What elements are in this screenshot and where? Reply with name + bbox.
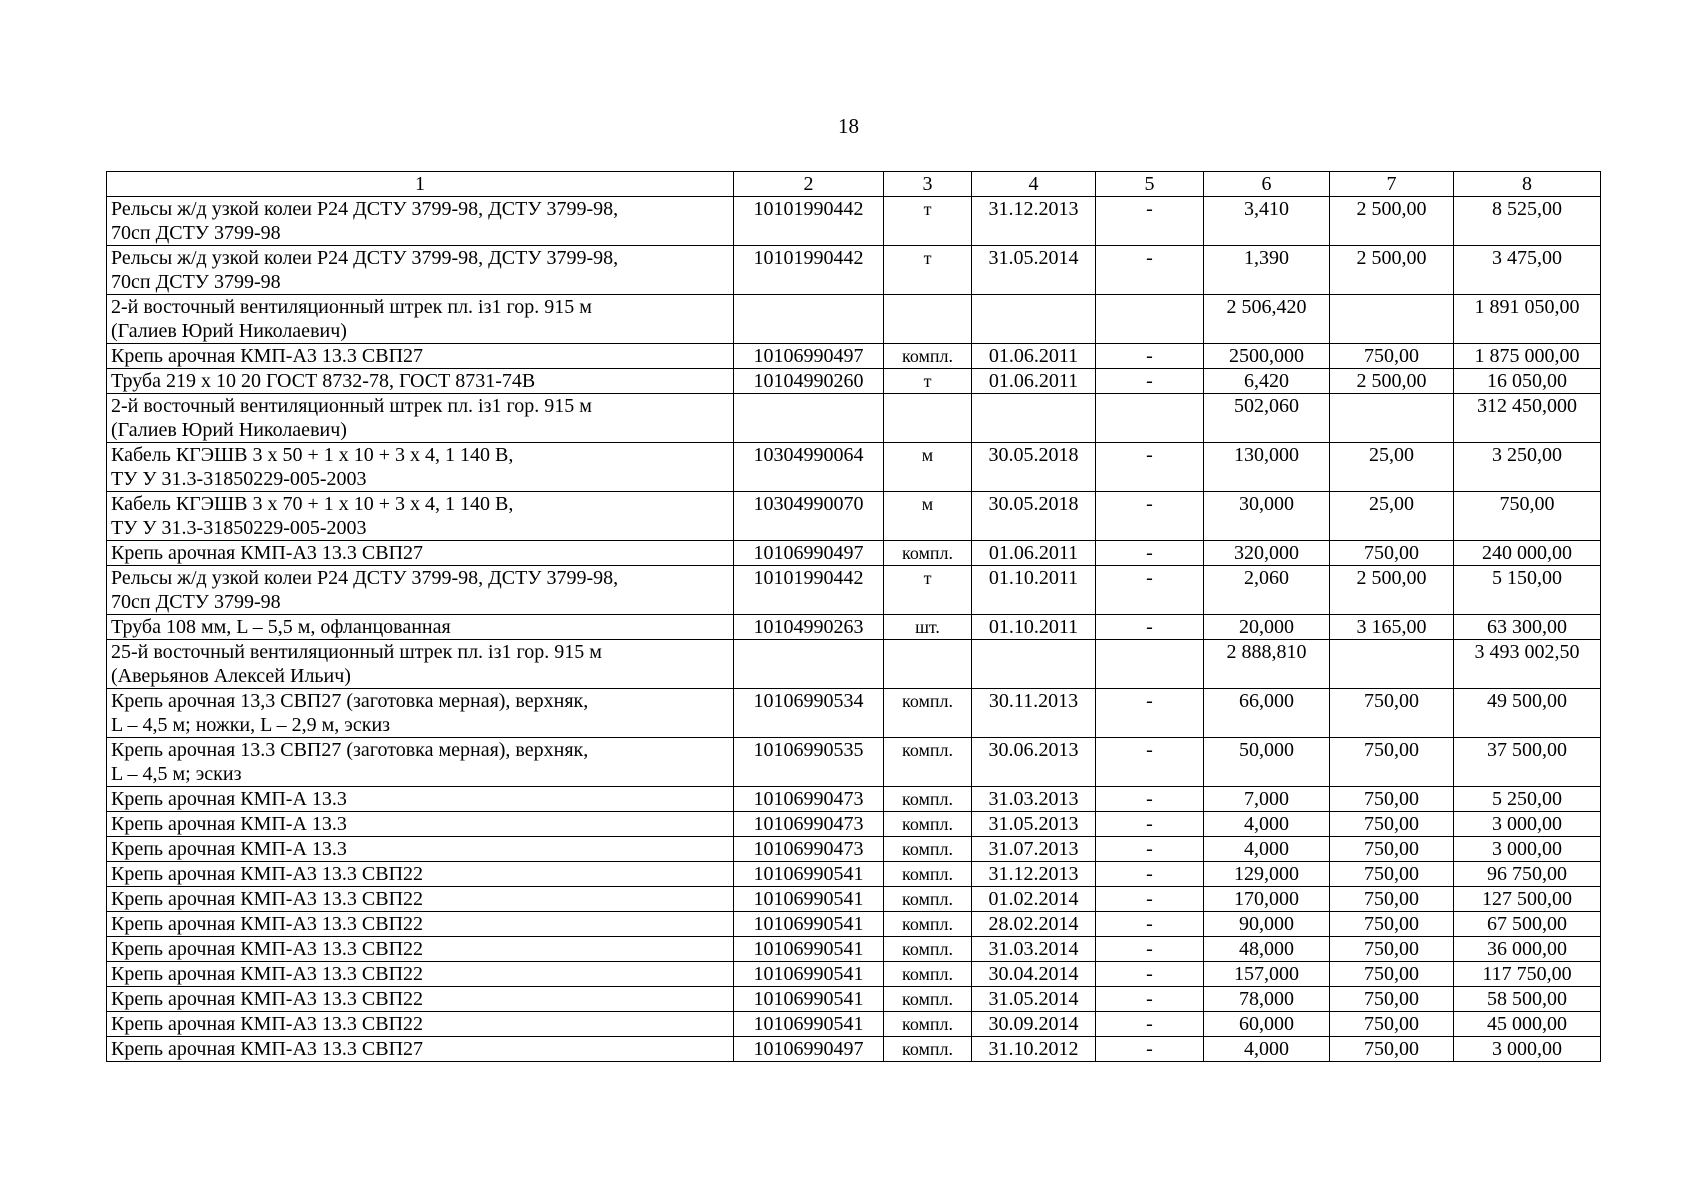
item-name-line: (Галиев Юрий Николаевич) <box>111 320 347 342</box>
item-name-cell <box>107 837 734 862</box>
unit-cell: компл. <box>884 689 972 738</box>
item-name-line: L – 4,5 м; эскиз <box>111 763 242 785</box>
price-cell: 750,00 <box>1330 689 1454 738</box>
table-row <box>107 566 1601 615</box>
column-5-cell: - <box>1096 1012 1204 1037</box>
header-cell: 3 <box>884 172 972 197</box>
table-row <box>107 1012 1601 1037</box>
item-name-cell <box>107 962 734 987</box>
column-5-cell: - <box>1096 615 1204 640</box>
column-5-cell: - <box>1096 987 1204 1012</box>
unit-cell: компл. <box>884 1012 972 1037</box>
item-name-cell <box>107 1037 734 1062</box>
date-cell: 30.09.2014 <box>972 1012 1096 1037</box>
date-cell: 30.05.2018 <box>972 492 1096 541</box>
date-cell: 01.02.2014 <box>972 887 1096 912</box>
item-name-line: 70сп ДСТУ 3799-98 <box>111 222 281 244</box>
price-cell: 750,00 <box>1330 541 1454 566</box>
quantity-cell: 30,000 <box>1204 492 1330 541</box>
item-name-line: Крепь арочная КМП-А3 13.3 СВП22 <box>111 988 424 1010</box>
column-5-cell: - <box>1096 812 1204 837</box>
item-name-cell <box>107 295 734 344</box>
item-name-cell <box>107 640 734 689</box>
column-5-cell <box>1096 295 1204 344</box>
item-name-line: Крепь арочная 13,3 СВП27 (заготовка мерная), верхняк, <box>111 690 589 712</box>
price-cell: 25,00 <box>1330 443 1454 492</box>
sum-cell: 117 750,00 <box>1454 962 1601 987</box>
item-name-cell <box>107 615 734 640</box>
item-code-cell <box>734 394 884 443</box>
price-cell: 750,00 <box>1330 738 1454 787</box>
item-code-cell: 10106990535 <box>734 738 884 787</box>
table-row <box>107 962 1601 987</box>
column-5-cell: - <box>1096 1037 1204 1062</box>
quantity-cell: 157,000 <box>1204 962 1330 987</box>
item-name-line: Крепь арочная КМП-А3 13.3 СВП22 <box>111 963 424 985</box>
column-5-cell: - <box>1096 689 1204 738</box>
quantity-cell: 2,060 <box>1204 566 1330 615</box>
column-5-cell: - <box>1096 738 1204 787</box>
item-name-line: (Галиев Юрий Николаевич) <box>111 419 347 441</box>
item-code-cell: 10106990541 <box>734 912 884 937</box>
table-row <box>107 344 1601 369</box>
sum-cell: 45 000,00 <box>1454 1012 1601 1037</box>
item-code-cell <box>734 640 884 689</box>
unit-cell: т <box>884 566 972 615</box>
item-name-cell <box>107 1012 734 1037</box>
price-cell: 2 500,00 <box>1330 566 1454 615</box>
quantity-cell: 2 506,420 <box>1204 295 1330 344</box>
sum-cell: 127 500,00 <box>1454 887 1601 912</box>
date-cell: 31.03.2014 <box>972 937 1096 962</box>
date-cell: 01.10.2011 <box>972 566 1096 615</box>
item-code-cell: 10104990260 <box>734 369 884 394</box>
quantity-cell: 170,000 <box>1204 887 1330 912</box>
item-name-line: 2-й восточный вентиляционный штрек пл. із1 гор. 915 м <box>111 395 592 417</box>
price-cell: 750,00 <box>1330 937 1454 962</box>
item-name-cell <box>107 344 734 369</box>
item-code-cell: 10106990473 <box>734 787 884 812</box>
unit-cell: компл. <box>884 1037 972 1062</box>
date-cell: 31.03.2013 <box>972 787 1096 812</box>
date-cell <box>972 394 1096 443</box>
item-code-cell: 10106990473 <box>734 812 884 837</box>
table-body <box>107 197 1601 1062</box>
header-cell: 6 <box>1204 172 1330 197</box>
table-row <box>107 443 1601 492</box>
item-name-line: Крепь арочная КМП-А3 13.3 СВП22 <box>111 863 424 885</box>
sum-cell: 240 000,00 <box>1454 541 1601 566</box>
quantity-cell: 60,000 <box>1204 1012 1330 1037</box>
quantity-cell: 90,000 <box>1204 912 1330 937</box>
quantity-cell: 4,000 <box>1204 837 1330 862</box>
price-cell <box>1330 394 1454 443</box>
item-code-cell: 10106990541 <box>734 937 884 962</box>
quantity-cell: 1,390 <box>1204 246 1330 295</box>
quantity-cell: 2500,000 <box>1204 344 1330 369</box>
date-cell: 31.12.2013 <box>972 862 1096 887</box>
unit-cell: т <box>884 246 972 295</box>
table-row <box>107 615 1601 640</box>
page-number: 18 <box>838 114 859 138</box>
unit-cell: компл. <box>884 862 972 887</box>
unit-cell: компл. <box>884 541 972 566</box>
item-name-line: Труба 108 мм, L – 5,5 м, офланцованная <box>111 616 451 638</box>
item-name-cell <box>107 812 734 837</box>
date-cell: 31.05.2014 <box>972 246 1096 295</box>
sum-cell: 3 000,00 <box>1454 1037 1601 1062</box>
table-row <box>107 912 1601 937</box>
date-cell: 31.05.2014 <box>972 987 1096 1012</box>
item-code-cell: 10104990263 <box>734 615 884 640</box>
table-row <box>107 812 1601 837</box>
column-5-cell: - <box>1096 369 1204 394</box>
sum-cell: 37 500,00 <box>1454 738 1601 787</box>
quantity-cell: 66,000 <box>1204 689 1330 738</box>
table-row <box>107 787 1601 812</box>
header-cell: 1 <box>107 172 734 197</box>
item-code-cell: 10106990541 <box>734 1012 884 1037</box>
item-code-cell: 10101990442 <box>734 566 884 615</box>
item-name-cell <box>107 738 734 787</box>
date-cell: 30.06.2013 <box>972 738 1096 787</box>
item-name-line: (Аверьянов Алексей Ильич) <box>111 665 351 687</box>
column-5-cell: - <box>1096 912 1204 937</box>
sum-cell: 3 000,00 <box>1454 837 1601 862</box>
quantity-cell: 320,000 <box>1204 541 1330 566</box>
item-name-cell <box>107 787 734 812</box>
sum-cell: 750,00 <box>1454 492 1601 541</box>
column-5-cell <box>1096 640 1204 689</box>
item-code-cell: 10106990497 <box>734 1037 884 1062</box>
item-name-line: Крепь арочная КМП-А 13.3 <box>111 838 347 860</box>
item-name-cell <box>107 887 734 912</box>
item-name-line: Крепь арочная КМП-А3 13.3 СВП27 <box>111 1038 424 1060</box>
item-code-cell: 10106990497 <box>734 541 884 566</box>
unit-cell <box>884 295 972 344</box>
price-cell: 750,00 <box>1330 344 1454 369</box>
quantity-cell: 48,000 <box>1204 937 1330 962</box>
table-row <box>107 862 1601 887</box>
column-5-cell: - <box>1096 937 1204 962</box>
quantity-cell: 78,000 <box>1204 987 1330 1012</box>
item-name-cell <box>107 937 734 962</box>
quantity-cell: 50,000 <box>1204 738 1330 787</box>
date-cell: 31.05.2013 <box>972 812 1096 837</box>
price-cell: 750,00 <box>1330 812 1454 837</box>
sum-cell: 96 750,00 <box>1454 862 1601 887</box>
header-row <box>107 172 1601 197</box>
item-name-cell <box>107 862 734 887</box>
unit-cell: шт. <box>884 615 972 640</box>
sum-cell: 5 150,00 <box>1454 566 1601 615</box>
date-cell <box>972 295 1096 344</box>
date-cell: 31.12.2013 <box>972 197 1096 246</box>
column-5-cell: - <box>1096 492 1204 541</box>
column-5-cell: - <box>1096 197 1204 246</box>
price-cell: 750,00 <box>1330 837 1454 862</box>
date-cell: 01.10.2011 <box>972 615 1096 640</box>
quantity-cell: 4,000 <box>1204 1037 1330 1062</box>
item-code-cell: 10106990541 <box>734 862 884 887</box>
price-cell: 3 165,00 <box>1330 615 1454 640</box>
price-cell <box>1330 640 1454 689</box>
quantity-cell: 4,000 <box>1204 812 1330 837</box>
date-cell: 01.06.2011 <box>972 369 1096 394</box>
sum-cell: 49 500,00 <box>1454 689 1601 738</box>
item-name-cell <box>107 541 734 566</box>
quantity-cell: 130,000 <box>1204 443 1330 492</box>
date-cell: 31.07.2013 <box>972 837 1096 862</box>
price-cell: 2 500,00 <box>1330 246 1454 295</box>
column-5-cell: - <box>1096 862 1204 887</box>
column-5-cell: - <box>1096 787 1204 812</box>
date-cell: 01.06.2011 <box>972 344 1096 369</box>
date-cell: 30.11.2013 <box>972 689 1096 738</box>
item-name-line: Рельсы ж/д узкой колеи Р24 ДСТУ 3799-98, ДСТУ 3799-98, <box>111 198 619 220</box>
item-code-cell: 10106990497 <box>734 344 884 369</box>
unit-cell: м <box>884 492 972 541</box>
unit-cell: компл. <box>884 887 972 912</box>
table-row <box>107 541 1601 566</box>
sum-cell: 3 000,00 <box>1454 812 1601 837</box>
item-code-cell: 10106990541 <box>734 962 884 987</box>
column-5-cell: - <box>1096 566 1204 615</box>
price-cell: 750,00 <box>1330 1012 1454 1037</box>
item-code-cell: 10106990541 <box>734 887 884 912</box>
item-name-line: 25-й восточный вентиляционный штрек пл. із1 гор. 915 м <box>111 641 602 663</box>
unit-cell: компл. <box>884 344 972 369</box>
table-row <box>107 837 1601 862</box>
price-cell: 750,00 <box>1330 887 1454 912</box>
column-5-cell: - <box>1096 246 1204 295</box>
price-cell: 2 500,00 <box>1330 369 1454 394</box>
price-cell: 750,00 <box>1330 912 1454 937</box>
item-name-line: L – 4,5 м; ножки, L – 2,9 м, эскиз <box>111 714 391 736</box>
item-name-line: Труба 219 х 10 20 ГОСТ 8732-78, ГОСТ 8731-74В <box>111 370 536 392</box>
table-row <box>107 197 1601 246</box>
column-5-cell: - <box>1096 344 1204 369</box>
item-code-cell <box>734 295 884 344</box>
sum-cell: 1 891 050,00 <box>1454 295 1601 344</box>
unit-cell: компл. <box>884 937 972 962</box>
item-name-line: Крепь арочная КМП-А3 13.3 СВП27 <box>111 542 424 564</box>
item-name-cell <box>107 197 734 246</box>
item-name-line: Крепь арочная КМП-А 13.3 <box>111 788 347 810</box>
item-name-cell <box>107 492 734 541</box>
quantity-cell: 7,000 <box>1204 787 1330 812</box>
sum-cell: 3 250,00 <box>1454 443 1601 492</box>
unit-cell: компл. <box>884 812 972 837</box>
item-name-cell <box>107 566 734 615</box>
header-cell: 7 <box>1330 172 1454 197</box>
price-cell: 750,00 <box>1330 987 1454 1012</box>
item-name-line: 70сп ДСТУ 3799-98 <box>111 271 281 293</box>
item-name-cell <box>107 443 734 492</box>
table-row <box>107 394 1601 443</box>
table-row <box>107 689 1601 738</box>
table-row <box>107 246 1601 295</box>
column-5-cell: - <box>1096 887 1204 912</box>
quantity-cell: 502,060 <box>1204 394 1330 443</box>
item-name-line: Крепь арочная КМП-А3 13.3 СВП22 <box>111 1013 424 1035</box>
item-name-line: ТУ У 31.3-31850229-005-2003 <box>111 517 367 539</box>
quantity-cell: 6,420 <box>1204 369 1330 394</box>
column-5-cell: - <box>1096 443 1204 492</box>
price-cell: 25,00 <box>1330 492 1454 541</box>
unit-cell: м <box>884 443 972 492</box>
header-cell: 2 <box>734 172 884 197</box>
price-cell: 750,00 <box>1330 962 1454 987</box>
date-cell: 31.10.2012 <box>972 1037 1096 1062</box>
sum-cell: 3 475,00 <box>1454 246 1601 295</box>
table-row <box>107 887 1601 912</box>
table-row <box>107 295 1601 344</box>
table-row <box>107 369 1601 394</box>
item-name-cell <box>107 246 734 295</box>
sum-cell: 1 875 000,00 <box>1454 344 1601 369</box>
item-code-cell: 10106990473 <box>734 837 884 862</box>
item-name-cell <box>107 394 734 443</box>
table-row <box>107 492 1601 541</box>
data-table <box>106 171 1601 1062</box>
sum-cell: 312 450,000 <box>1454 394 1601 443</box>
header-cell: 5 <box>1096 172 1204 197</box>
item-code-cell: 10106990541 <box>734 987 884 1012</box>
item-name-line: Кабель КГЭШВ 3 х 70 + 1 х 10 + 3 х 4, 1 140 В, <box>111 493 514 515</box>
date-cell <box>972 640 1096 689</box>
price-cell: 2 500,00 <box>1330 197 1454 246</box>
sum-cell: 67 500,00 <box>1454 912 1601 937</box>
item-name-line: ТУ У 31.3-31850229-005-2003 <box>111 468 367 490</box>
header-cell: 8 <box>1454 172 1601 197</box>
item-name-line: 2-й восточный вентиляционный штрек пл. із1 гор. 915 м <box>111 296 592 318</box>
sum-cell: 58 500,00 <box>1454 987 1601 1012</box>
sum-cell: 16 050,00 <box>1454 369 1601 394</box>
unit-cell: компл. <box>884 912 972 937</box>
price-cell <box>1330 295 1454 344</box>
quantity-cell: 20,000 <box>1204 615 1330 640</box>
unit-cell: компл. <box>884 738 972 787</box>
price-cell: 750,00 <box>1330 787 1454 812</box>
sum-cell: 36 000,00 <box>1454 937 1601 962</box>
column-5-cell: - <box>1096 837 1204 862</box>
item-name-cell <box>107 912 734 937</box>
date-cell: 01.06.2011 <box>972 541 1096 566</box>
item-code-cell: 10304990064 <box>734 443 884 492</box>
unit-cell: компл. <box>884 987 972 1012</box>
item-name-line: Крепь арочная КМП-А3 13.3 СВП22 <box>111 938 424 960</box>
sum-cell: 3 493 002,50 <box>1454 640 1601 689</box>
item-name-line: Крепь арочная КМП-А 13.3 <box>111 813 347 835</box>
unit-cell <box>884 394 972 443</box>
unit-cell: компл. <box>884 962 972 987</box>
table-row <box>107 738 1601 787</box>
item-name-line: Рельсы ж/д узкой колеи Р24 ДСТУ 3799-98, ДСТУ 3799-98, <box>111 567 619 589</box>
item-name-cell <box>107 987 734 1012</box>
column-5-cell: - <box>1096 541 1204 566</box>
item-name-cell <box>107 689 734 738</box>
unit-cell: компл. <box>884 787 972 812</box>
sum-cell: 5 250,00 <box>1454 787 1601 812</box>
item-name-line: 70сп ДСТУ 3799-98 <box>111 591 281 613</box>
sum-cell: 63 300,00 <box>1454 615 1601 640</box>
item-name-line: Крепь арочная 13.3 СВП27 (заготовка мерная), верхняк, <box>111 739 589 761</box>
quantity-cell: 2 888,810 <box>1204 640 1330 689</box>
item-name-line: Крепь арочная КМП-А3 13.3 СВП22 <box>111 888 424 910</box>
date-cell: 30.04.2014 <box>972 962 1096 987</box>
column-5-cell <box>1096 394 1204 443</box>
date-cell: 30.05.2018 <box>972 443 1096 492</box>
unit-cell: т <box>884 197 972 246</box>
sum-cell: 8 525,00 <box>1454 197 1601 246</box>
item-name-cell <box>107 369 734 394</box>
item-code-cell: 10101990442 <box>734 246 884 295</box>
item-name-line: Рельсы ж/д узкой колеи Р24 ДСТУ 3799-98, ДСТУ 3799-98, <box>111 247 619 269</box>
column-5-cell: - <box>1096 962 1204 987</box>
unit-cell <box>884 640 972 689</box>
item-name-line: Крепь арочная КМП-А3 13.3 СВП27 <box>111 345 424 367</box>
item-code-cell: 10304990070 <box>734 492 884 541</box>
unit-cell: т <box>884 369 972 394</box>
item-name-line: Крепь арочная КМП-А3 13.3 СВП22 <box>111 913 424 935</box>
header-cell: 4 <box>972 172 1096 197</box>
quantity-cell: 129,000 <box>1204 862 1330 887</box>
table-row <box>107 987 1601 1012</box>
item-code-cell: 10106990534 <box>734 689 884 738</box>
table-row <box>107 937 1601 962</box>
date-cell: 28.02.2014 <box>972 912 1096 937</box>
unit-cell: компл. <box>884 837 972 862</box>
price-cell: 750,00 <box>1330 1037 1454 1062</box>
quantity-cell: 3,410 <box>1204 197 1330 246</box>
table-row <box>107 640 1601 689</box>
price-cell: 750,00 <box>1330 862 1454 887</box>
item-name-line: Кабель КГЭШВ 3 х 50 + 1 х 10 + 3 х 4, 1 140 В, <box>111 444 514 466</box>
table-row <box>107 1037 1601 1062</box>
item-code-cell: 10101990442 <box>734 197 884 246</box>
